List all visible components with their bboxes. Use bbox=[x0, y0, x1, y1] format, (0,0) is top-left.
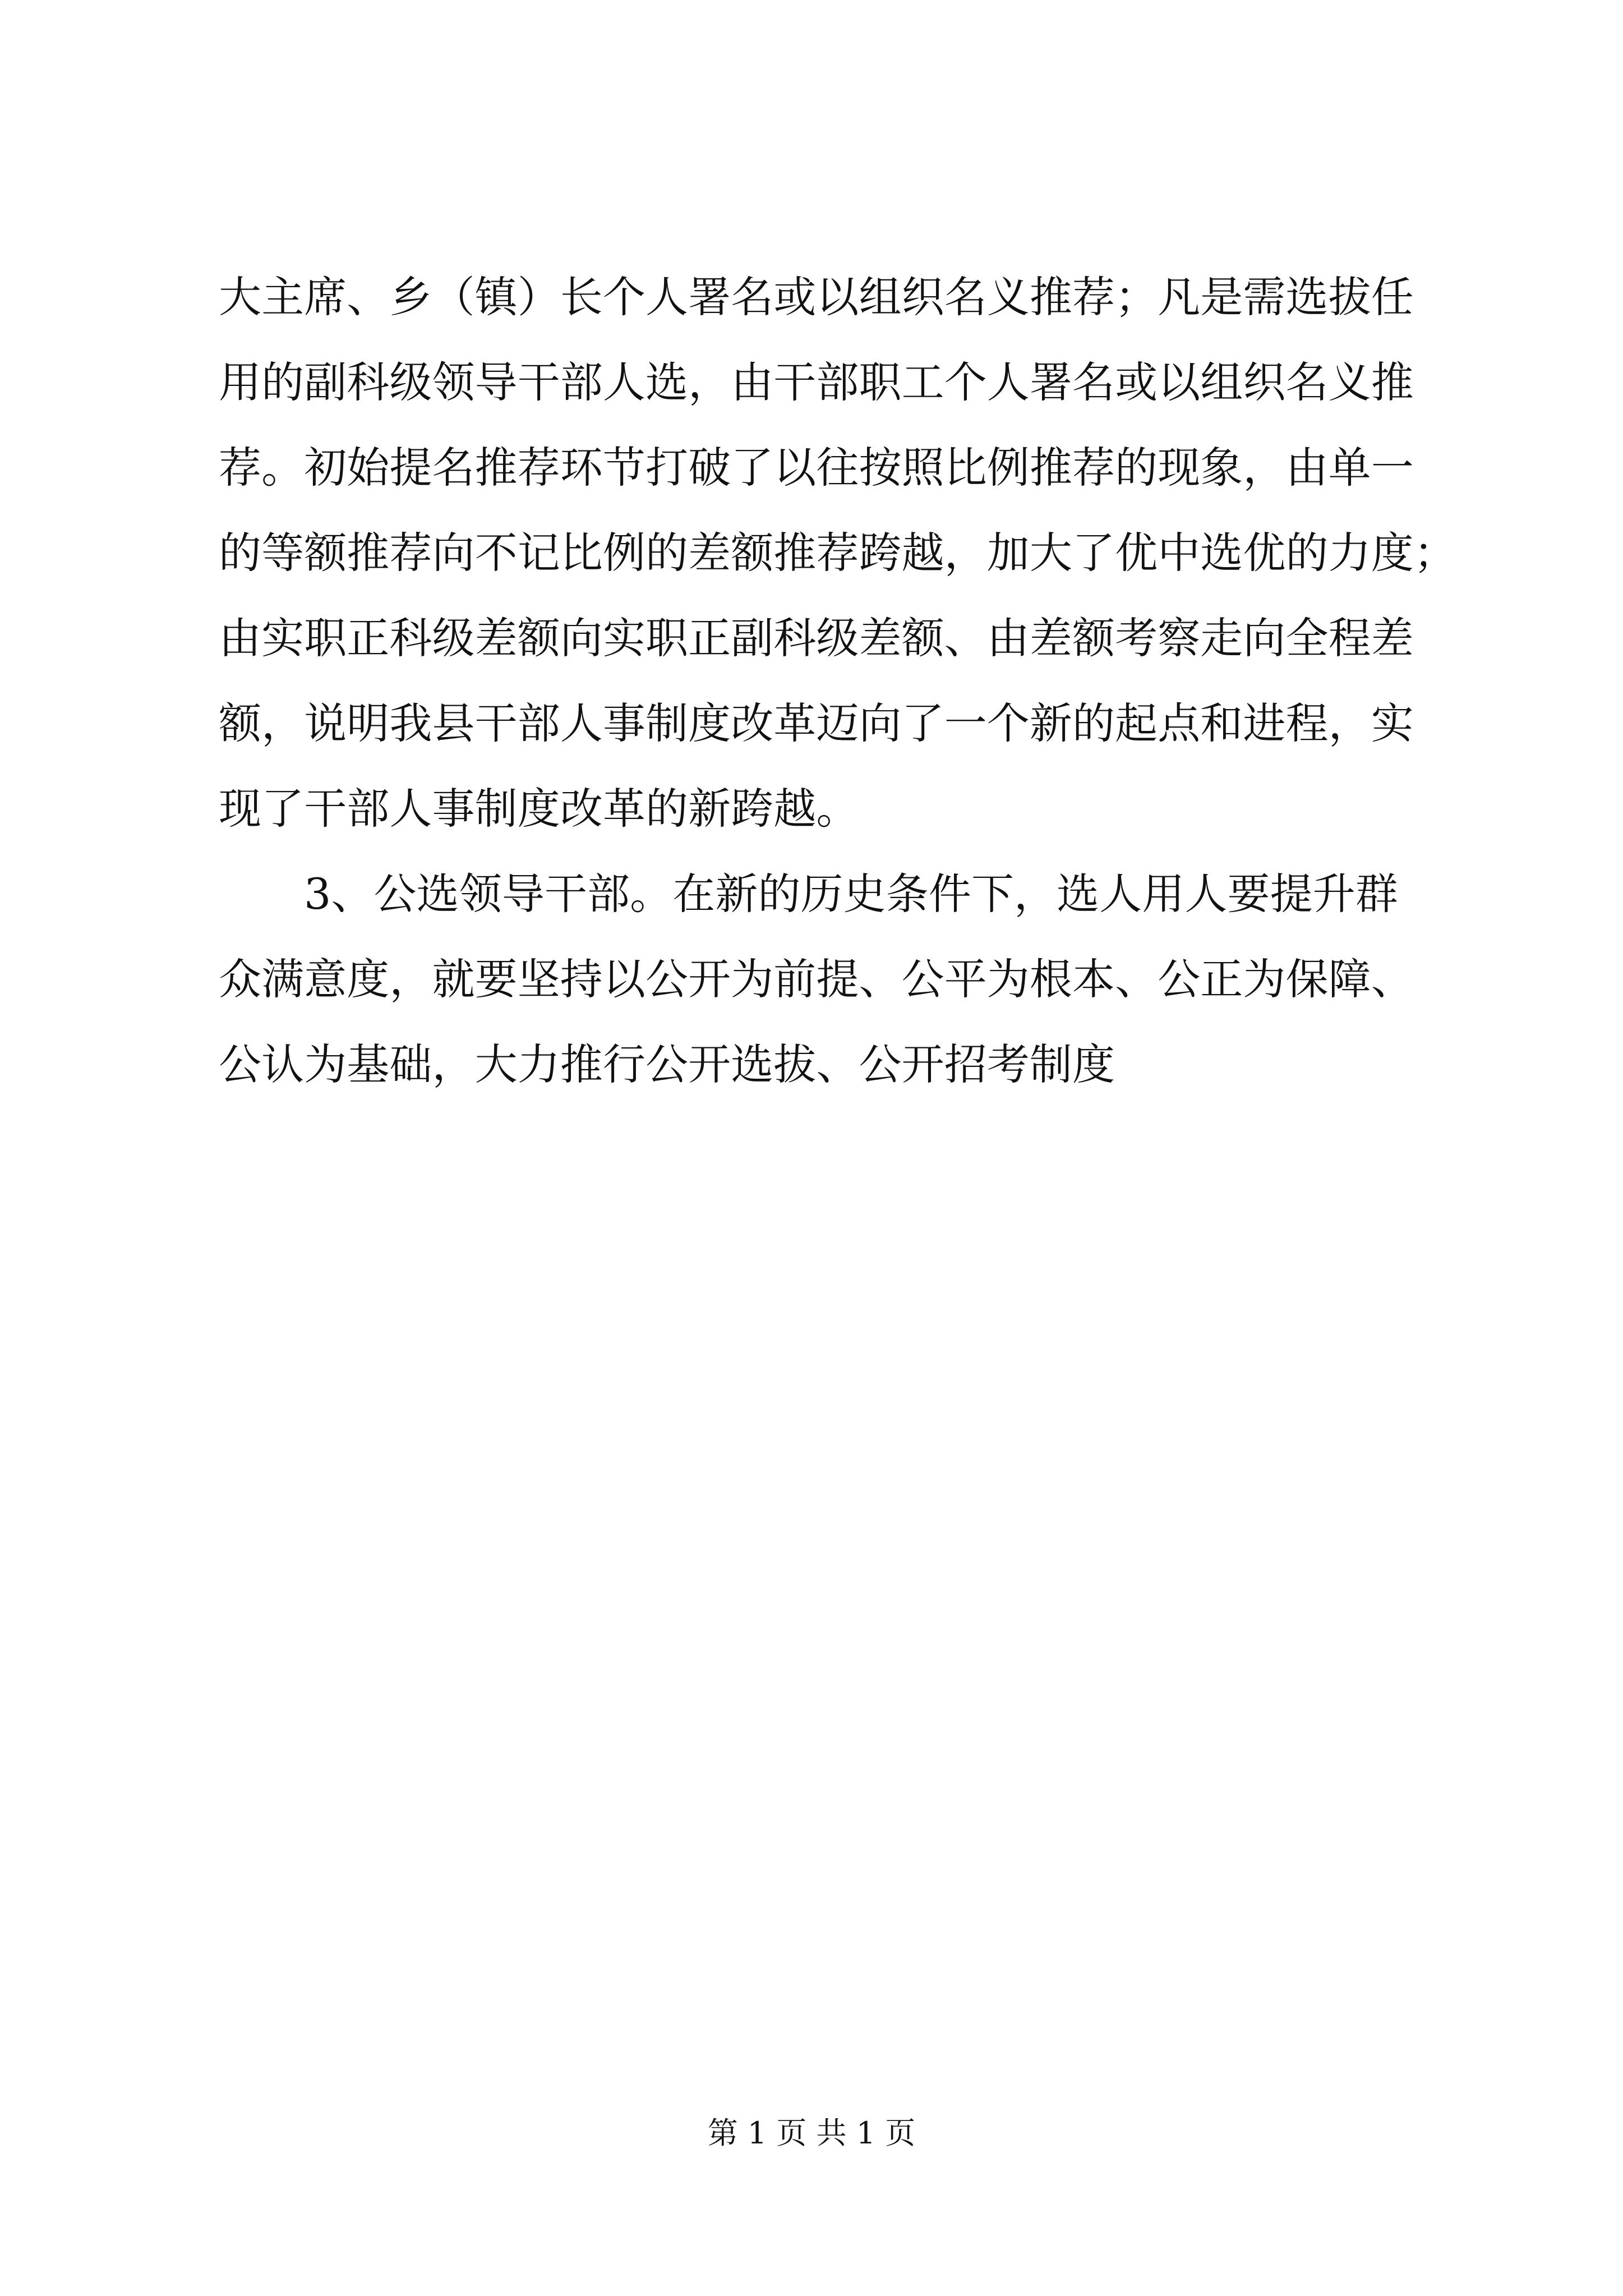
text-line: 额，说明我县干部人事制度改革迈向了一个新的起点和进程，实 bbox=[219, 698, 1414, 748]
text-line: 荐。初始提名推荐环节打破了以往按照比例推荐的现象，由单一 bbox=[219, 443, 1414, 493]
text-line: 3、公选领导干部。在新的历史条件下，选人用人要提升群 bbox=[304, 869, 1398, 919]
text-line: 现了干部人事制度改革的新跨越。 bbox=[219, 784, 859, 834]
text-line: 由实职正科级差额向实职正副科级差额、由差额考察走向全程差 bbox=[219, 613, 1414, 663]
page-number-footer: 第 1 页 共 1 页 bbox=[707, 2115, 916, 2151]
text-line: 大主席、乡（镇）长个人署名或以组织名义推荐；凡是需选拔任 bbox=[219, 272, 1414, 322]
text-line: 的等额推荐向不记比例的差额推荐跨越，加大了优中选优的力度； bbox=[219, 528, 1456, 578]
text-line: 公认为基础，大力推行公开选拔、公开招考制度 bbox=[219, 1039, 1115, 1089]
text-line: 众满意度，就要坚持以公开为前提、公平为根本、公正为保障、 bbox=[219, 954, 1414, 1004]
text-line: 用的副科级领导干部人选，由干部职工个人署名或以组织名义推 bbox=[219, 357, 1414, 407]
